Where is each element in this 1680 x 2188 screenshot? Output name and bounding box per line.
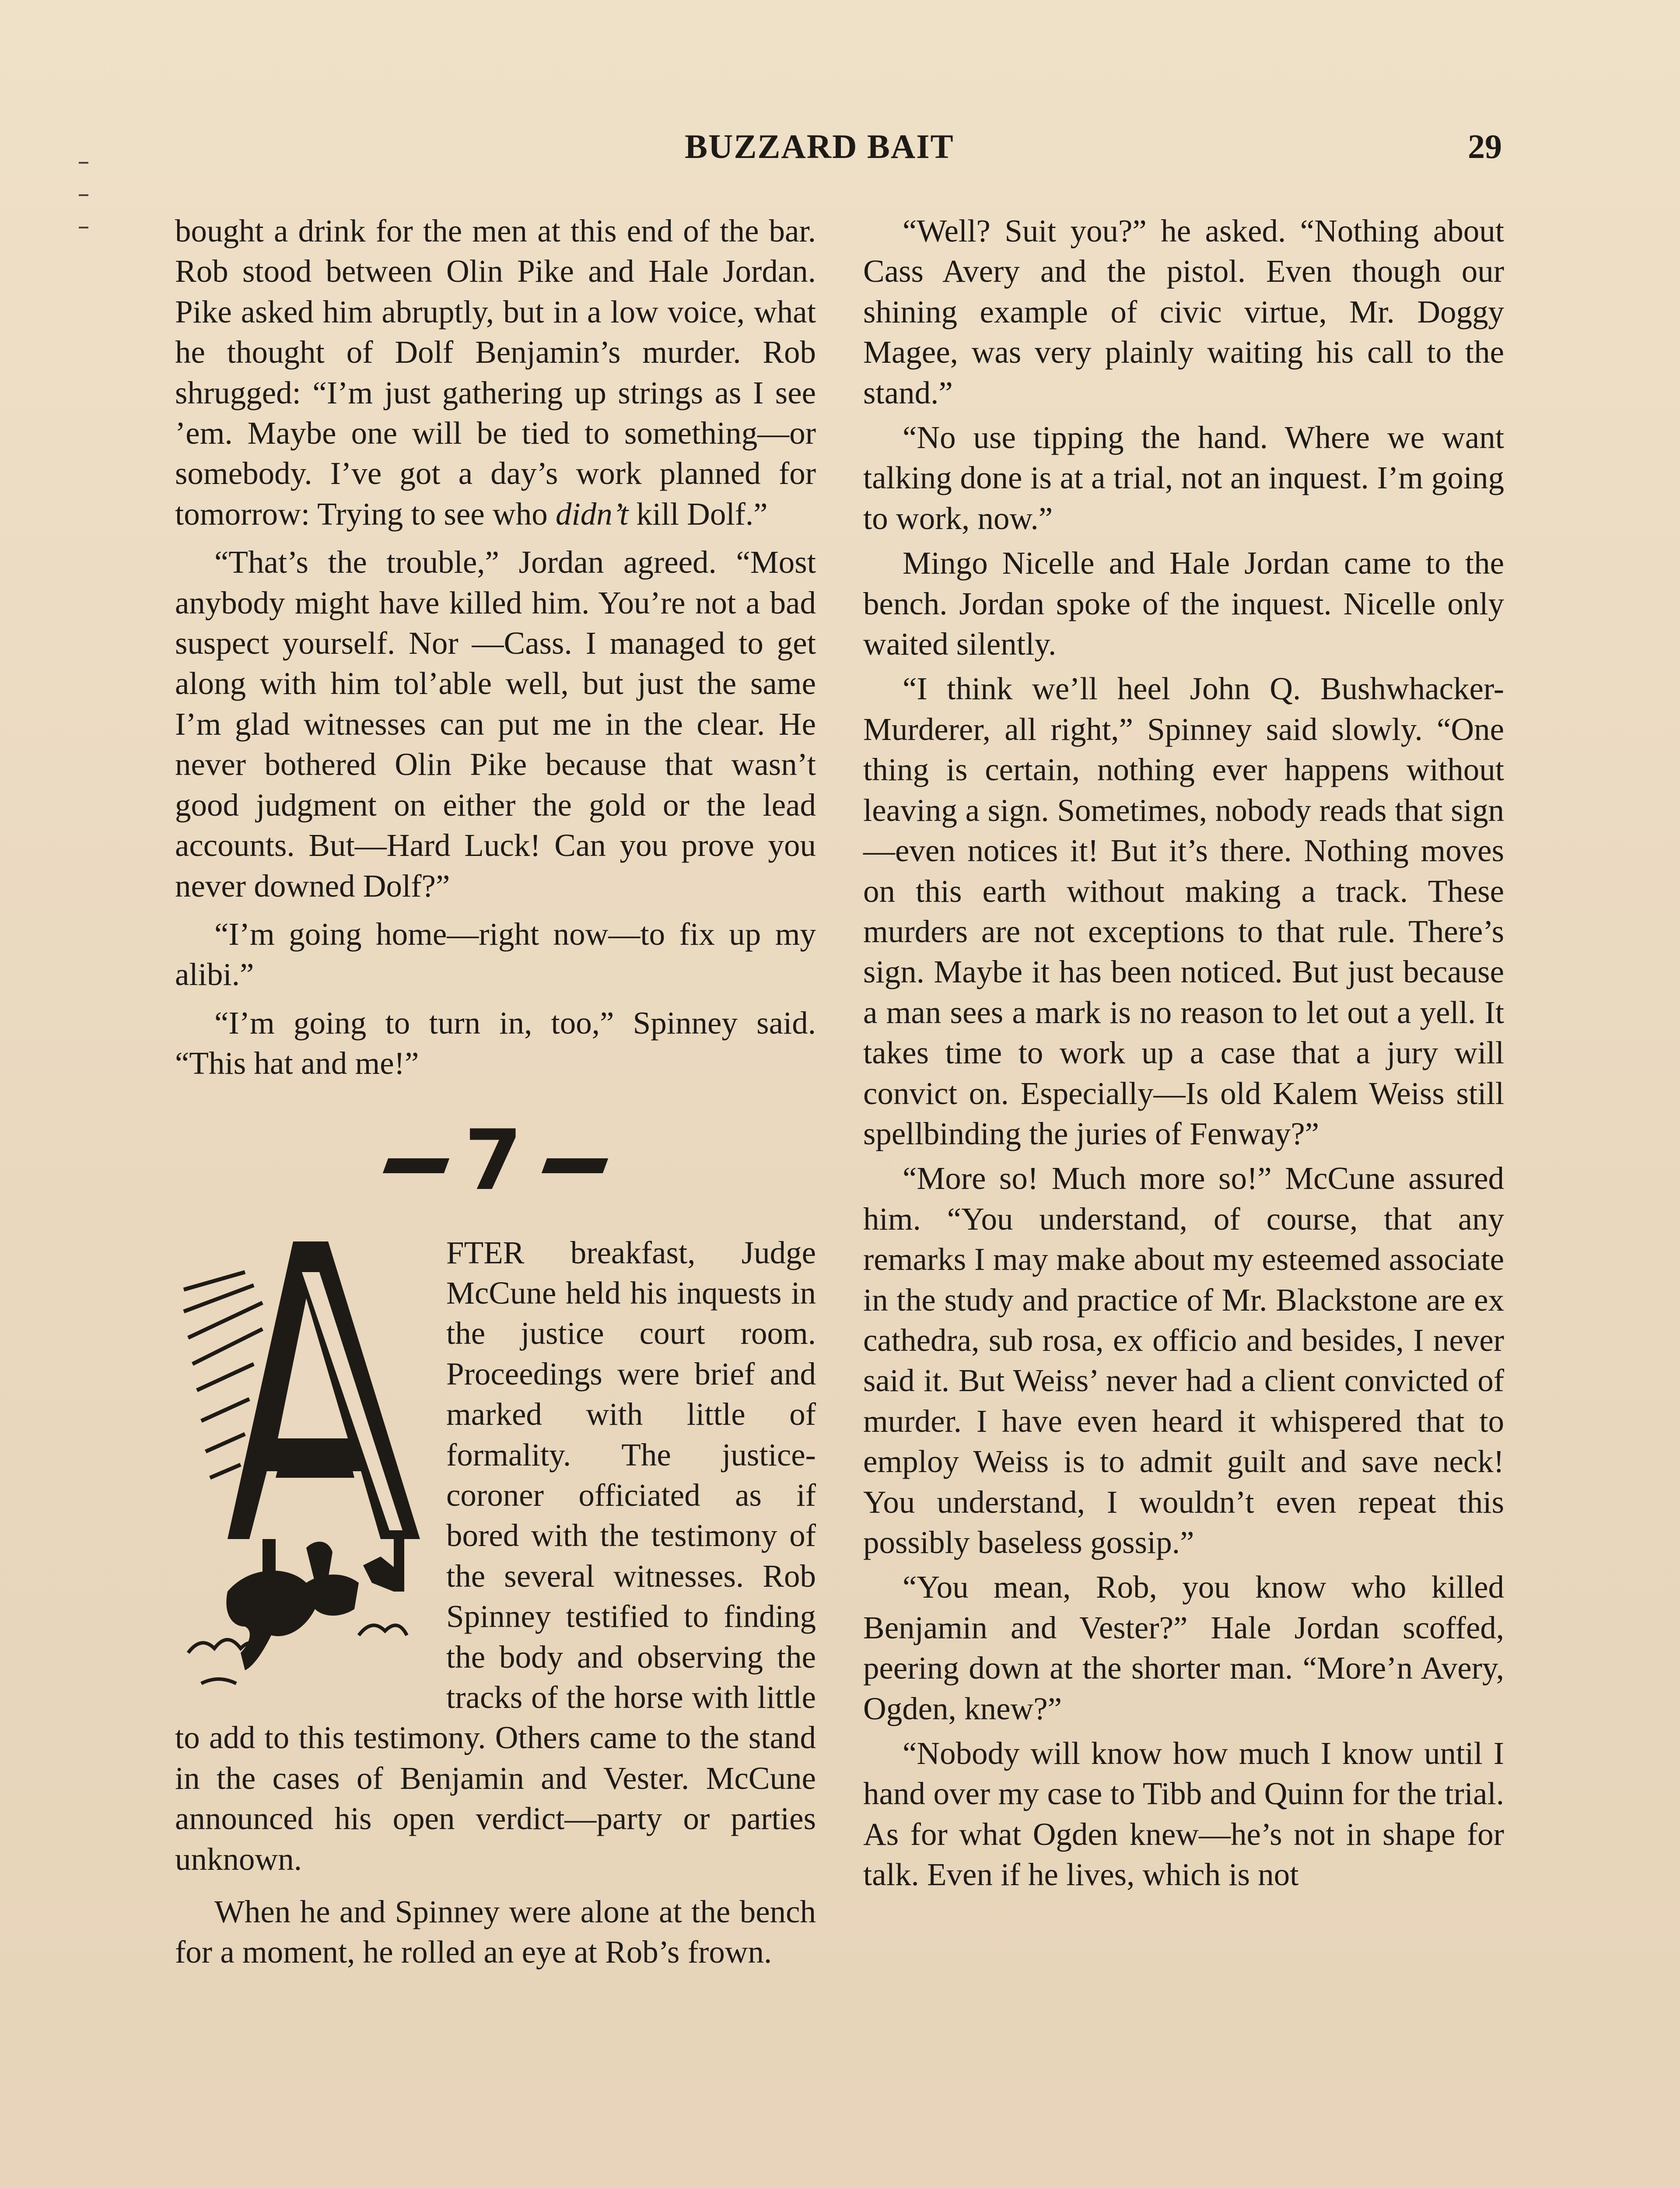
chapter-dash-left (383, 1158, 449, 1173)
paragraph: Mingo Nicelle and Hale Jordan came to the bench. Jordan spoke of the inquest. Nicelle only waited silently. (863, 545, 1504, 662)
horse-rider-vignette (226, 1539, 404, 1670)
paragraph: “Nobody will know how much I know until I hand over my case to Tibb and Quinn for the trial. As for what Ogden knew—he’s not in shape for talk. Even if he lives, which is not (863, 1736, 1504, 1893)
paragraph (175, 211, 816, 534)
edge-mark (79, 194, 88, 196)
dropcap-illustration (175, 1233, 433, 1692)
paragraph: “Well? Suit you?” he asked. “Nothing about Cass Avery and the pistol. Even though our shining example of civic virtue, Mr. Doggy Magee, was very plainly waiting his call to the stand.” (863, 213, 1504, 410)
edge-mark (79, 227, 88, 228)
paragraph: “More so! Much more so!” McCune assured him. “You understand, of course, that any remarks I may make about my esteemed associate in the study and practice of Mr. Blackstone are ex cathedra, sub rosa, ex officio and besides, I never said it. But Weiss’ never had a client convicted of murder. I have even heard it whispered that to employ Weiss is to admit guilt and save neck! You understand, I wouldn’t even repeat this possibly baseless gossip.” (863, 1161, 1504, 1560)
paragraph-text: kill Dolf.” (628, 496, 768, 532)
paragraph: When he and Spinney were alone at the bench for a moment, he rolled an eye at Rob’s frown. (175, 1894, 816, 1970)
right-column (863, 211, 1504, 1900)
left-column (175, 211, 816, 1977)
chapter-heading (175, 1112, 816, 1209)
page-number: 29 (1468, 127, 1502, 165)
chapter-dash-right (541, 1158, 608, 1173)
chapter-opening (175, 1233, 816, 1884)
paragraph: “That’s the trouble,” Jordan agreed. “Most anybody might have killed him. You’re not a bad suspect yourself. Nor —Cass. I managed to get along with him tol’able well, but just the same I’m glad witnesses can put me in the clear. He never bothered Olin Pike because that wasn’t good judgment on either the gold or the lead accounts. But—Hard Luck! Can you prove you never downed Dolf?” (175, 544, 816, 904)
paragraph: “You mean, Rob, you know who killed Benjamin and Vester?” Hale Jordan scoffed, peering down at the shorter man. “More’n Avery, Ogden, knew?” (863, 1569, 1504, 1726)
edge-mark (79, 162, 88, 164)
paragraph: “I’m going to turn in, too,” Spinney said. “This hat and me!” (175, 1005, 816, 1081)
chapter-first-paragraph: FTER breakfast, Judge McCune held his inquests in the justice court room. Proceedings were brief and marked with little of formality. The justice-coroner officiated as if bored with the testimony of the several witnesses. Rob Spinney testified to finding the body and observing the tracks of the horse with little to add to this testimony. Others came to the stand in the cases of Benjamin and Vester. McCune announced his open verdict—party or parties unknown. (175, 1234, 816, 1877)
chapter-number: 7 (464, 1112, 527, 1209)
italic-word: didn’t (555, 496, 629, 532)
paragraph-text: bought a drink for the men at this end of the bar. Rob stood between Olin Pike and Hale Jordan. Pike asked him abruptly, but in a low voice, what he thought of Dolf Benjamin’s murder. Rob shrugged: “I’m just gathering up strings as I see ’em. Maybe one will be tied to something—or somebody. I’ve got a day’s work planned for tomorrow: Trying to see who (175, 213, 816, 532)
paragraph: “I think we’ll heel John Q. Bushwhacker-Murderer, all right,” Spinney said slowly. “One thing is certain, nothing ever happens without leaving a sign. Sometimes, nobody reads that sign—even notices it! But it’s there. Nothing moves on this earth without making a track. These murders are not exceptions to that rule. There’s sign. Maybe it has been noticed. But just because a man sees a mark is no reason to let out a yell. It takes time to work up a case that a jury will convict on. Especially—Is old Kalem Weiss still spellbinding the juries of Fenway?” (863, 671, 1504, 1151)
paragraph: “I’m going home—right now—to fix up my alibi.” (175, 916, 816, 992)
cloud-strokes (188, 1625, 407, 1683)
dropcap-letter-a (228, 1241, 420, 1539)
running-head-title: BUZZARD BAIT (685, 127, 954, 165)
illustrated-dropcap (175, 1233, 433, 1692)
page-edge-marks (79, 131, 96, 259)
paragraph: “No use tipping the hand. Where we want talking done is at a trial, not an inquest. I’m going to work, now.” (863, 420, 1504, 536)
